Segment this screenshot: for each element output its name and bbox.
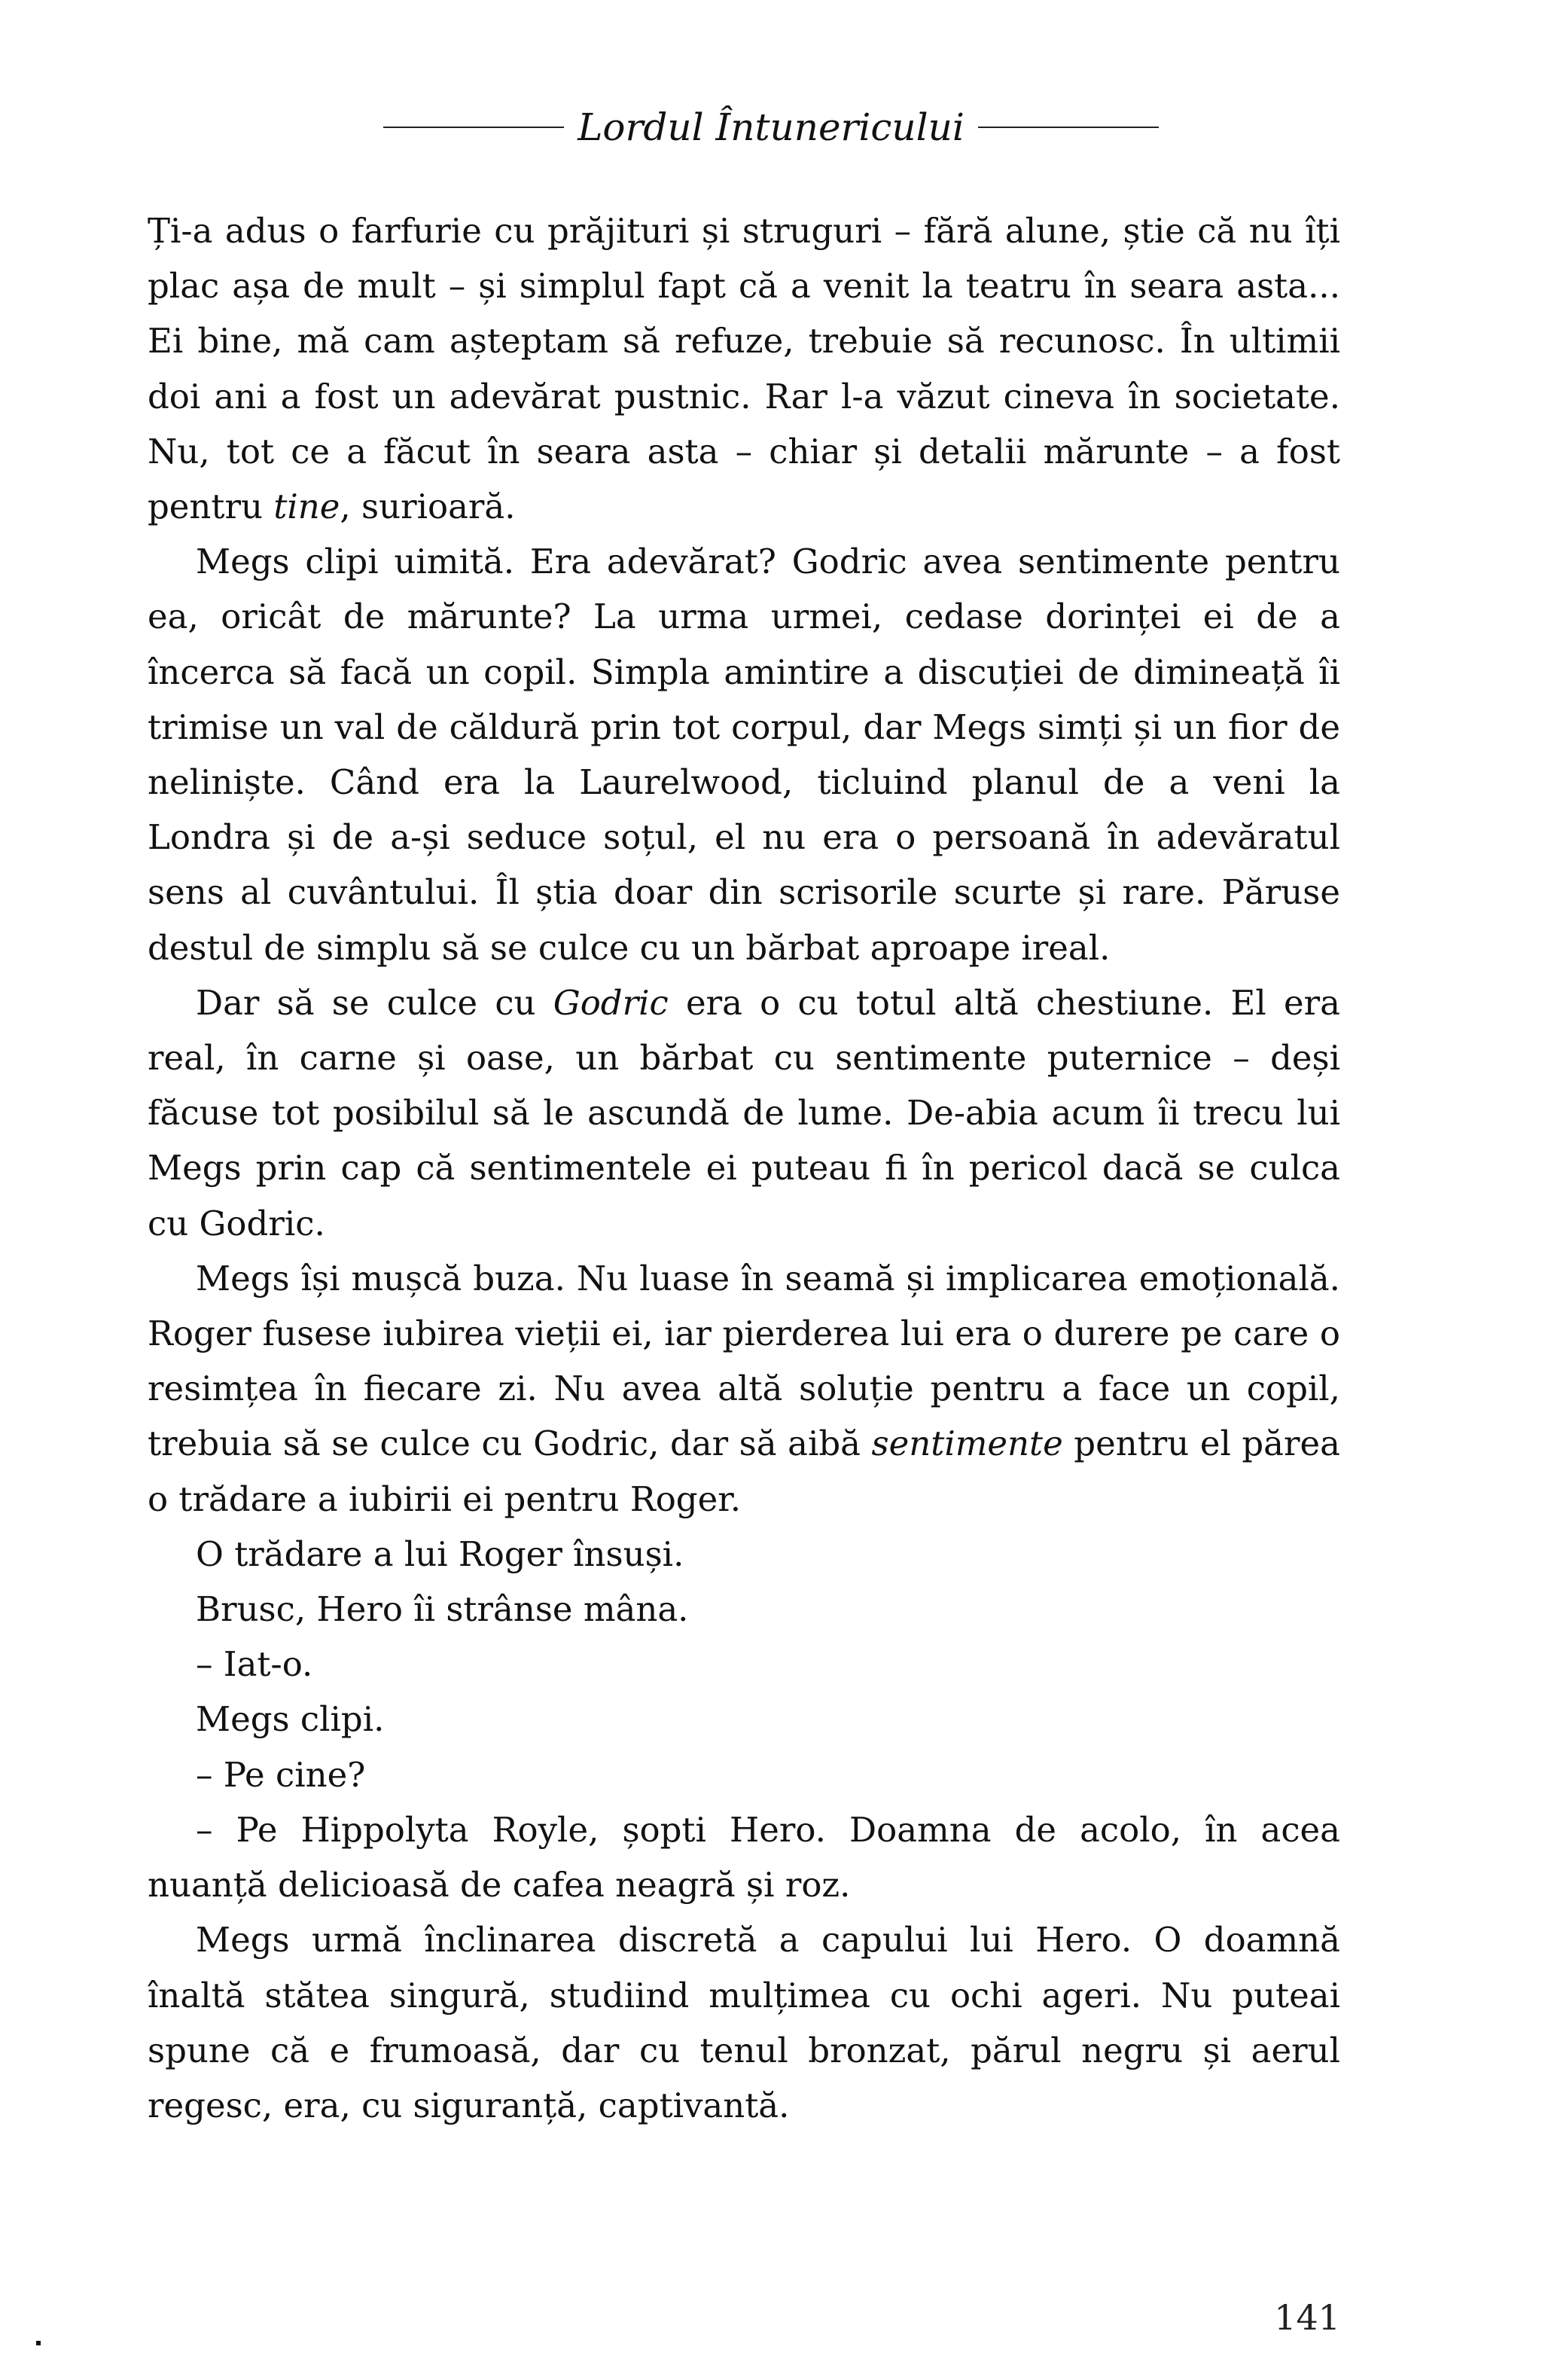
text-run: Ți-a adus o farfurie cu prăjituri și struguri – fără alune, știe că nu îți plac așa de mult – și simplul fapt că a venit la teatru în seara asta... Ei bine, mă cam așteptam să refuze, trebuie să recunosc. În ultimii doi ani a fost un adevărat pustnic. Rar l-a văzut cineva în societate. Nu, tot ce a făcut în seara asta – chiar și detalii mărunte – a fost pentru	[148, 211, 1340, 527]
paragraph	[148, 1251, 1340, 1527]
header-rule-right	[978, 127, 1159, 128]
header-rule-left	[383, 127, 564, 128]
text-run: Megs clipi.	[196, 1699, 385, 1740]
paragraph	[148, 1637, 1340, 1692]
page-number: 141	[1274, 2297, 1340, 2338]
text-run: , surioară.	[340, 487, 516, 527]
text-run: era o cu totul altă chestiune. El era real, în carne și oase, un bărbat cu sentimente puternice – deși făcuse tot posibilul să le ascundă de lume. De-abia acum îi trecu lui Megs prin cap că sentimentele ei puteau fi în pericol dacă se culca cu Godric.	[148, 982, 1340, 1243]
text-run: – Pe Hippolyta Royle, șopti Hero. Doamna de acolo, în acea nuanță delicioasă de cafea neagră și roz.	[148, 1809, 1340, 1906]
paragraph	[148, 1692, 1340, 1747]
text-run: O trădare a lui Roger însuși.	[196, 1533, 684, 1574]
text-run: Megs își mușcă buza. Nu luase în seamă și implicarea emoțională. Roger fusese iubirea vieții ei, iar pierderea lui era o durere pe care o resimțea în fiecare zi. Nu avea altă soluție pentru a face un copil, trebuia să se culce cu Godric, dar să aibă	[148, 1258, 1340, 1464]
paragraph	[148, 203, 1340, 534]
text-run: Brusc, Hero îi strânse mâna.	[196, 1589, 689, 1630]
paragraph	[148, 1582, 1340, 1637]
italic-text-run: Godric	[553, 982, 669, 1023]
text-run: Megs urmă înclinarea discretă a capului lui Hero. O doamnă înaltă stătea singură, studiind mulțimea cu ochi ageri. Nu puteai spune că e frumoasă, dar cu tenul bronzat, părul negru și aerul regesc, era, cu siguranță, captivantă.	[148, 1920, 1340, 2125]
paragraph	[148, 1527, 1340, 1582]
running-title: Lordul Întunericului	[577, 105, 965, 149]
paragraph	[148, 534, 1340, 975]
text-run: pentru el părea o trădare a iubirii ei pentru Roger.	[148, 1423, 1340, 1519]
text-run: – Pe cine?	[196, 1754, 366, 1795]
paragraph	[148, 975, 1340, 1251]
paragraph	[148, 1912, 1340, 2133]
body-text	[148, 203, 1340, 2133]
text-run: Dar să se culce cu	[196, 982, 553, 1023]
paragraph	[148, 1747, 1340, 1802]
scan-edge-mark	[36, 2341, 41, 2345]
text-run: Megs clipi uimită. Era adevărat? Godric avea sentimente pentru ea, oricât de mărunte? La urma urmei, cedase dorinței ei de a încerca să facă un copil. Simpla amintire a discuției de dimineață îi trimise un val de căldură prin tot corpul, dar Megs simți și un fior de neliniște. Când era la Laurelwood, ticluind planul de a veni la Londra și de a-și seduce soțul, el nu era o persoană în adevăratul sens al cuvântului. Îl știa doar din scrisorile scurte și rare. Păruse destul de simplu să se culce cu un bărbat aproape ireal.	[148, 542, 1340, 968]
italic-text-run: tine	[273, 487, 340, 527]
running-header	[0, 105, 1542, 149]
italic-text-run: sentimente	[871, 1423, 1063, 1464]
paragraph	[148, 1802, 1340, 1912]
text-run: – Iat-o.	[196, 1644, 313, 1685]
